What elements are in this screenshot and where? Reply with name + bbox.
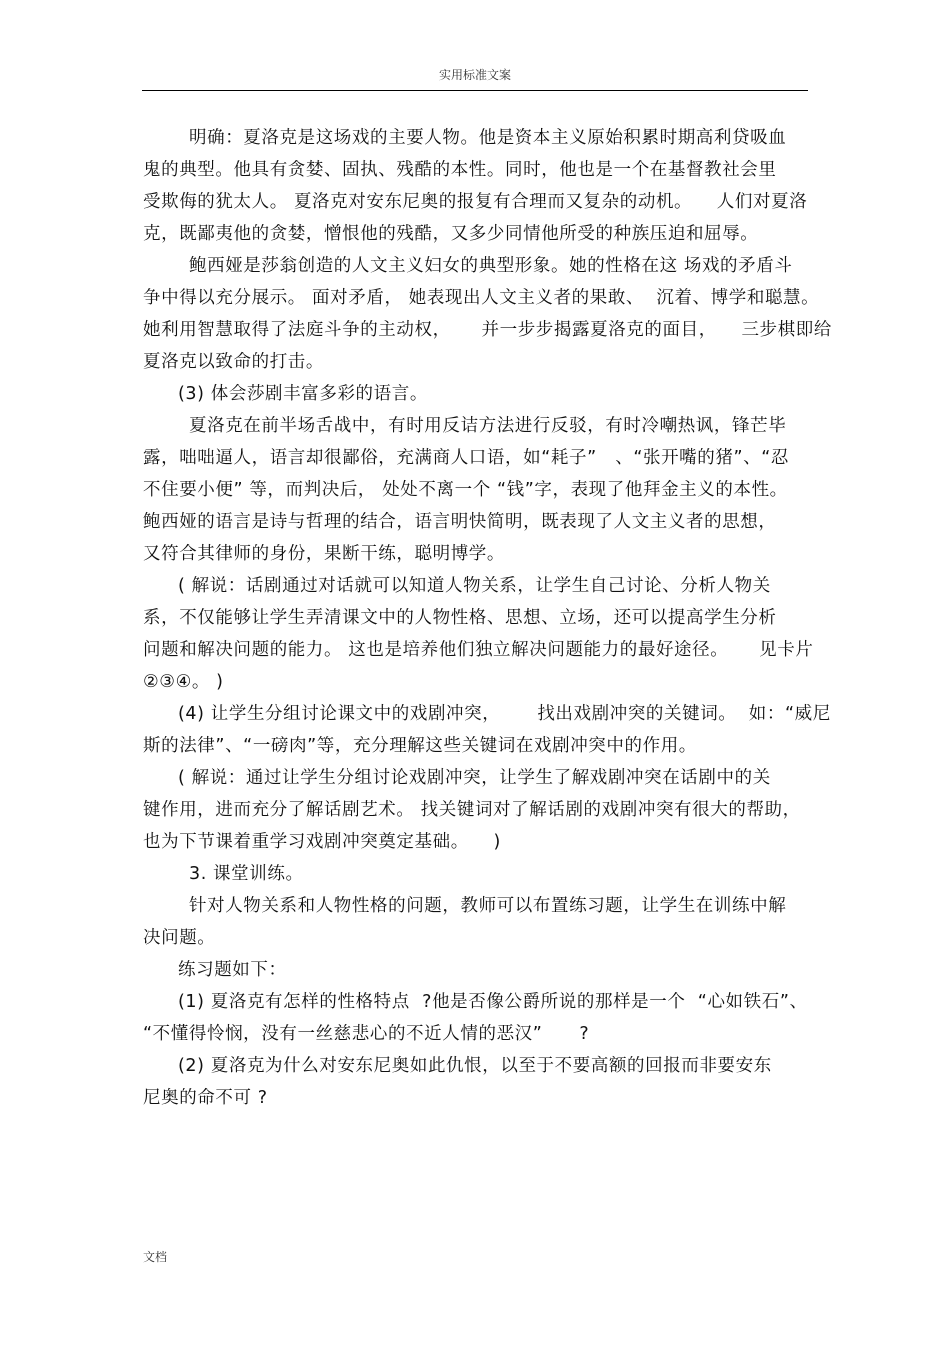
text-line: 受欺侮的犹太人。 夏洛克对安东尼奥的报复有合理而又复杂的动机。 人们对夏洛	[143, 192, 808, 212]
text-line: 斯的法律”、“一磅肉”等，充分理解这些关键词在戏剧冲突中的作用。	[143, 736, 697, 756]
paragraph-explanation-2	[143, 762, 823, 858]
paragraph-section-3	[143, 858, 823, 890]
text-line: 夏洛克以致命的打击。	[143, 352, 324, 372]
text-line: 又符合其律师的身份，果断干练，聪明博学。	[143, 544, 505, 564]
document-body	[143, 122, 832, 1114]
paragraph-portia-analysis	[143, 250, 832, 378]
text-line: 键作用，进而充分了解话剧艺术。 找关键词对了解话剧的戏剧冲突有很大的帮助，	[143, 800, 801, 820]
paragraph-training-intro	[143, 890, 823, 954]
page-footer: 文档	[143, 1250, 168, 1264]
text-line: 夏洛克在前半场舌战中，有时用反诘方法进行反驳，有时冷嘲热讽，锋芒毕	[189, 416, 787, 436]
header-divider	[142, 90, 808, 91]
text-line: (2) 夏洛克为什么对安东尼奥如此仇恨，以至于不要高额的回报而非要安东	[178, 1056, 772, 1076]
text-line: 针对人物关系和人物性格的问题，教师可以布置练习题，让学生在训练中解	[189, 896, 787, 916]
text-line: 克，既鄙夷他的贪婪，憎恨他的残酷，又多少同情他所受的种族压迫和屈辱。	[143, 224, 759, 244]
paragraph-question-1	[143, 986, 823, 1050]
text-line: 争中得以充分展示。 面对矛盾， 她表现出人文主义者的果敢、 沉着、博学和聪慧。	[143, 288, 820, 308]
text-line: 练习题如下：	[178, 960, 287, 980]
text-line: 鲍西娅的语言是诗与哲理的结合，语言明快简明，既表现了人文主义者的思想，	[143, 512, 777, 532]
text-line: ( 解说：通过让学生分组讨论戏剧冲突，让学生了解戏剧冲突在话剧中的关	[178, 768, 771, 788]
paragraph-question-2	[143, 1050, 823, 1114]
text-line: 鲍西娅是莎翁创造的人文主义妇女的典型形象。她的性格在这 场戏的矛盾斗	[189, 256, 793, 276]
text-line: ②③④。 )	[143, 672, 224, 692]
text-line: 鬼的典型。他具有贪婪、固执、残酷的本性。同时，他也是一个在基督教社会里	[143, 160, 777, 180]
text-line: 3. 课堂训练。	[189, 864, 304, 884]
text-line: 露，咄咄逼人，语言却很鄙俗，充满商人口语，如“耗子” 、“张开嘴的猪”、“忍	[143, 448, 790, 468]
text-line: 系，不仅能够让学生弄清课文中的人物性格、思想、立场，还可以提高学生分析	[143, 608, 777, 628]
text-line: 明确：夏洛克是这场戏的主要人物。他是资本主义原始积累时期高利贷吸血	[189, 128, 787, 148]
paragraph-explanation-1	[143, 570, 823, 698]
page-header: 实用标准文案	[438, 68, 511, 82]
text-line: 不住要小便” 等，而判决后， 处处不离一个 “钱”字，表现了他拜金主义的本性。	[143, 480, 788, 500]
text-line: 决问题。	[143, 928, 216, 948]
paragraph-item-3	[143, 378, 823, 410]
text-line: 问题和解决问题的能力。 这也是培养他们独立解决问题能力的最好途径。 见卡片	[143, 640, 814, 660]
text-line: (3) 体会莎剧丰富多彩的语言。	[178, 384, 428, 404]
paragraph-language-analysis	[143, 410, 823, 570]
text-line: (1) 夏洛克有怎样的性格特点 ?他是否像公爵所说的那样是一个 “心如铁石”、	[178, 992, 808, 1012]
text-line: 尼奥的命不可 ?	[143, 1088, 268, 1108]
paragraph-item-4	[143, 698, 831, 762]
text-line: “不懂得怜悯，没有一丝慈悲心的不近人情的恶汉” ?	[143, 1024, 590, 1044]
text-line: 也为下节课着重学习戏剧冲突奠定基础。 )	[143, 832, 501, 852]
text-line: ( 解说：话剧通过对话就可以知道人物关系，让学生自己讨论、分析人物关	[178, 576, 771, 596]
paragraph-exercises-heading	[143, 954, 823, 986]
text-line: (4) 让学生分组讨论课文中的戏剧冲突， 找出戏剧冲突的关键词。 如：“威尼	[178, 704, 831, 724]
text-line: 她利用智慧取得了法庭斗争的主动权， 并一步步揭露夏洛克的面目， 三步棋即给	[143, 320, 832, 340]
paragraph-shylock-analysis	[143, 122, 823, 250]
